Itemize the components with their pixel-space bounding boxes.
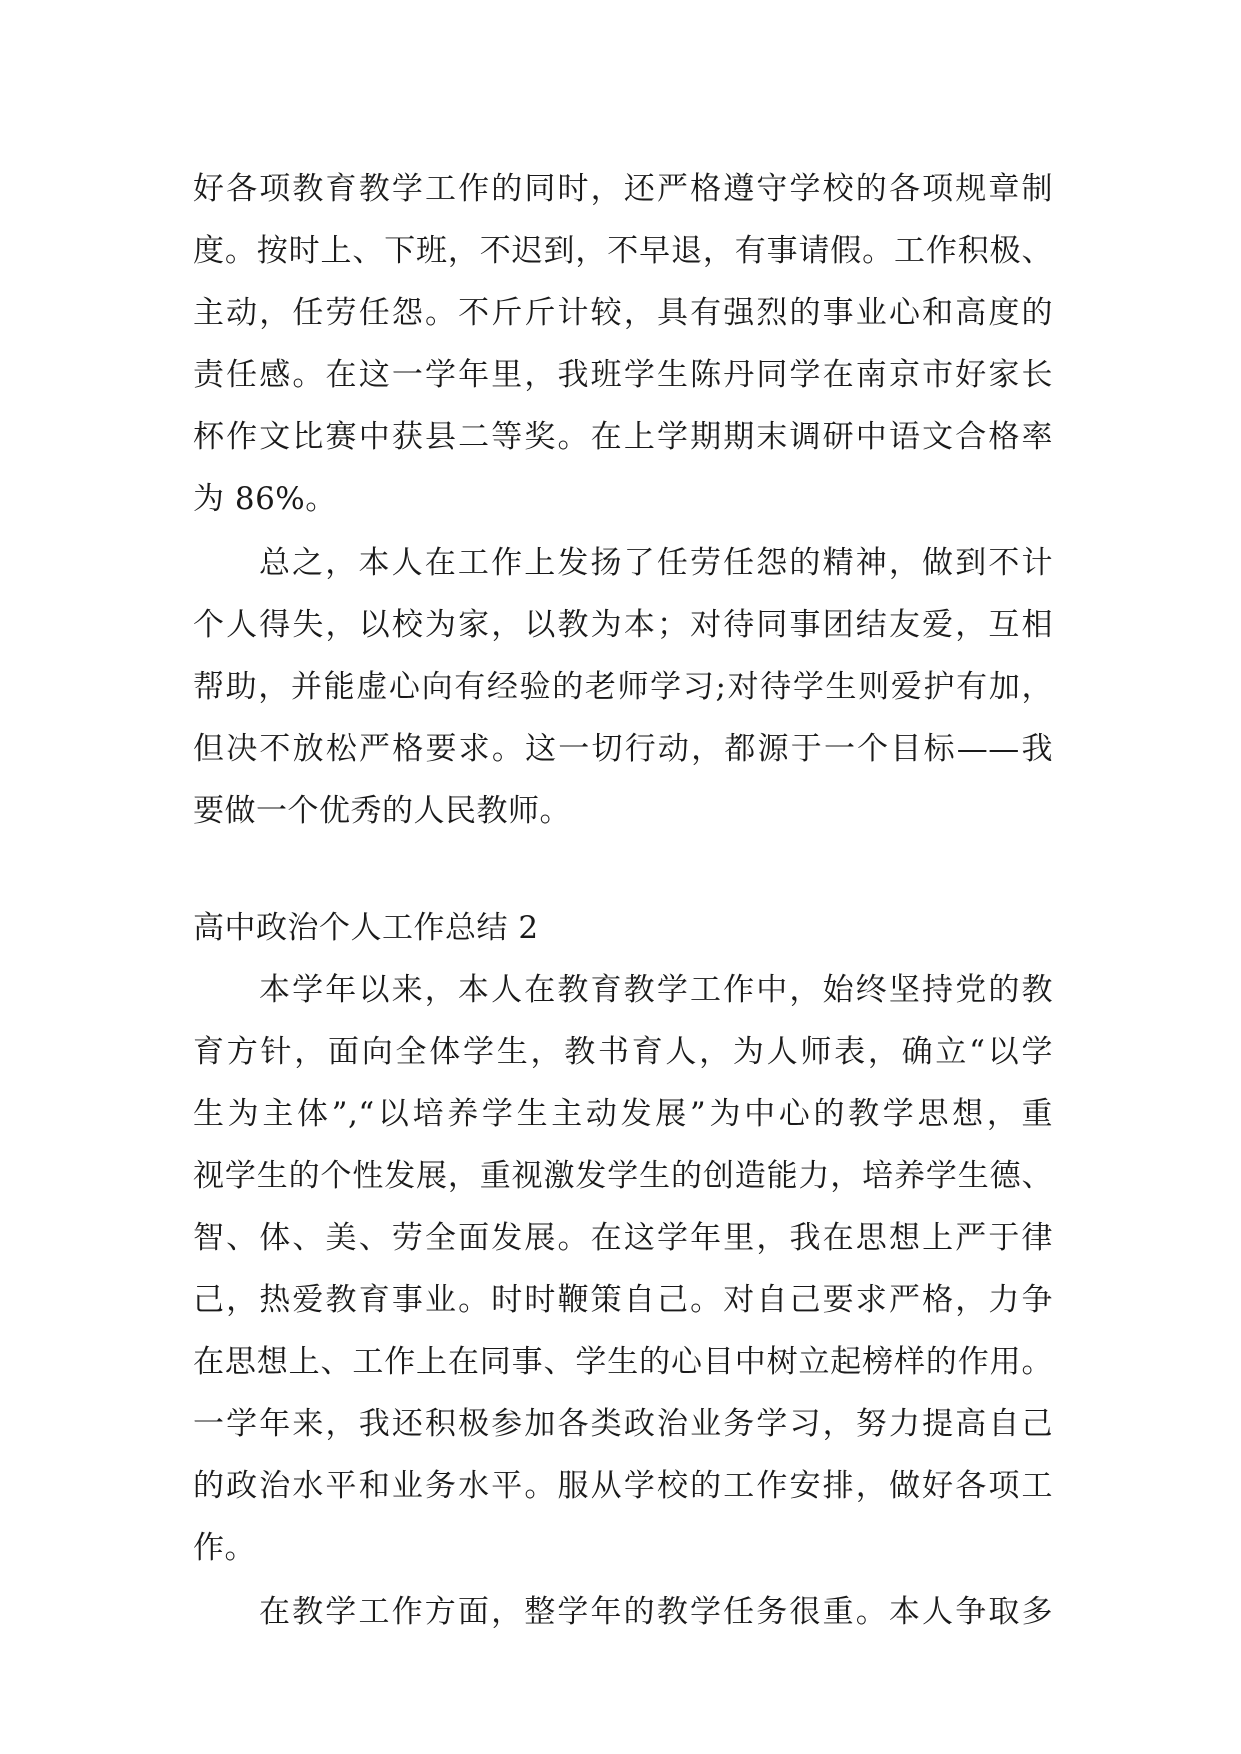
paragraph-continued [193, 158, 1053, 530]
text-line: 总之，本人在工作上发扬了任劳任怨的精神，做到不计 [259, 545, 1053, 581]
text-line: 智、体、美、劳全面发展。在这学年里，我在思想上严于律 [193, 1220, 1053, 1256]
paragraph-teaching [193, 1581, 1053, 1643]
text-line: 要做一个优秀的人民教师。 [193, 793, 571, 829]
text-line: 一学年来，我还积极参加各类政治业务学习，努力提高自己 [193, 1406, 1053, 1442]
paragraph-intro [193, 959, 1053, 1579]
text-line: 在思想上、工作上在同事、学生的心目中树立起榜样的作用。 [193, 1344, 1053, 1380]
text-line: 责任感。在这一学年里，我班学生陈丹同学在南京市好家长 [193, 357, 1053, 393]
text-line: 在教学工作方面，整学年的教学任务很重。本人争取多 [259, 1594, 1053, 1630]
text-line: 的政治水平和业务水平。服从学校的工作安排，做好各项工 [193, 1468, 1053, 1504]
text-line: 主动，任劳任怨。不斤斤计较，具有强烈的事业心和高度的 [193, 295, 1053, 331]
text-line: 育方针，面向全体学生，教书育人，为人师表，确立“以学 [193, 1034, 1053, 1070]
text-line: 帮助，并能虚心向有经验的老师学习;对待学生则爱护有加， [193, 669, 1053, 705]
text-line: 杯作文比赛中获县二等奖。在上学期期末调研中语文合格率 [193, 419, 1053, 455]
text-line: 个人得失，以校为家，以教为本；对待同事团结友爱，互相 [193, 607, 1053, 643]
text-line: 度。按时上、下班，不迟到，不早退，有事请假。工作积极、 [193, 233, 1053, 269]
section-heading: 高中政治个人工作总结 2 [193, 910, 539, 946]
text-line: 为 86%。 [193, 481, 337, 517]
document-page [193, 158, 1053, 1643]
text-line: 好各项教育教学工作的同时，还严格遵守学校的各项规章制 [193, 171, 1053, 207]
text-line: 但决不放松严格要求。这一切行动，都源于一个目标——我 [193, 731, 1053, 767]
text-line: 生为主体”,“以培养学生主动发展”为中心的教学思想，重 [193, 1096, 1053, 1132]
text-line: 视学生的个性发展，重视激发学生的创造能力，培养学生德、 [193, 1158, 1053, 1194]
paragraph-conclusion [193, 532, 1053, 842]
text-line: 己，热爱教育事业。时时鞭策自己。对自己要求严格，力争 [193, 1282, 1053, 1318]
text-line: 作。 [193, 1530, 256, 1566]
text-line: 本学年以来，本人在教育教学工作中，始终坚持党的教 [259, 972, 1053, 1008]
